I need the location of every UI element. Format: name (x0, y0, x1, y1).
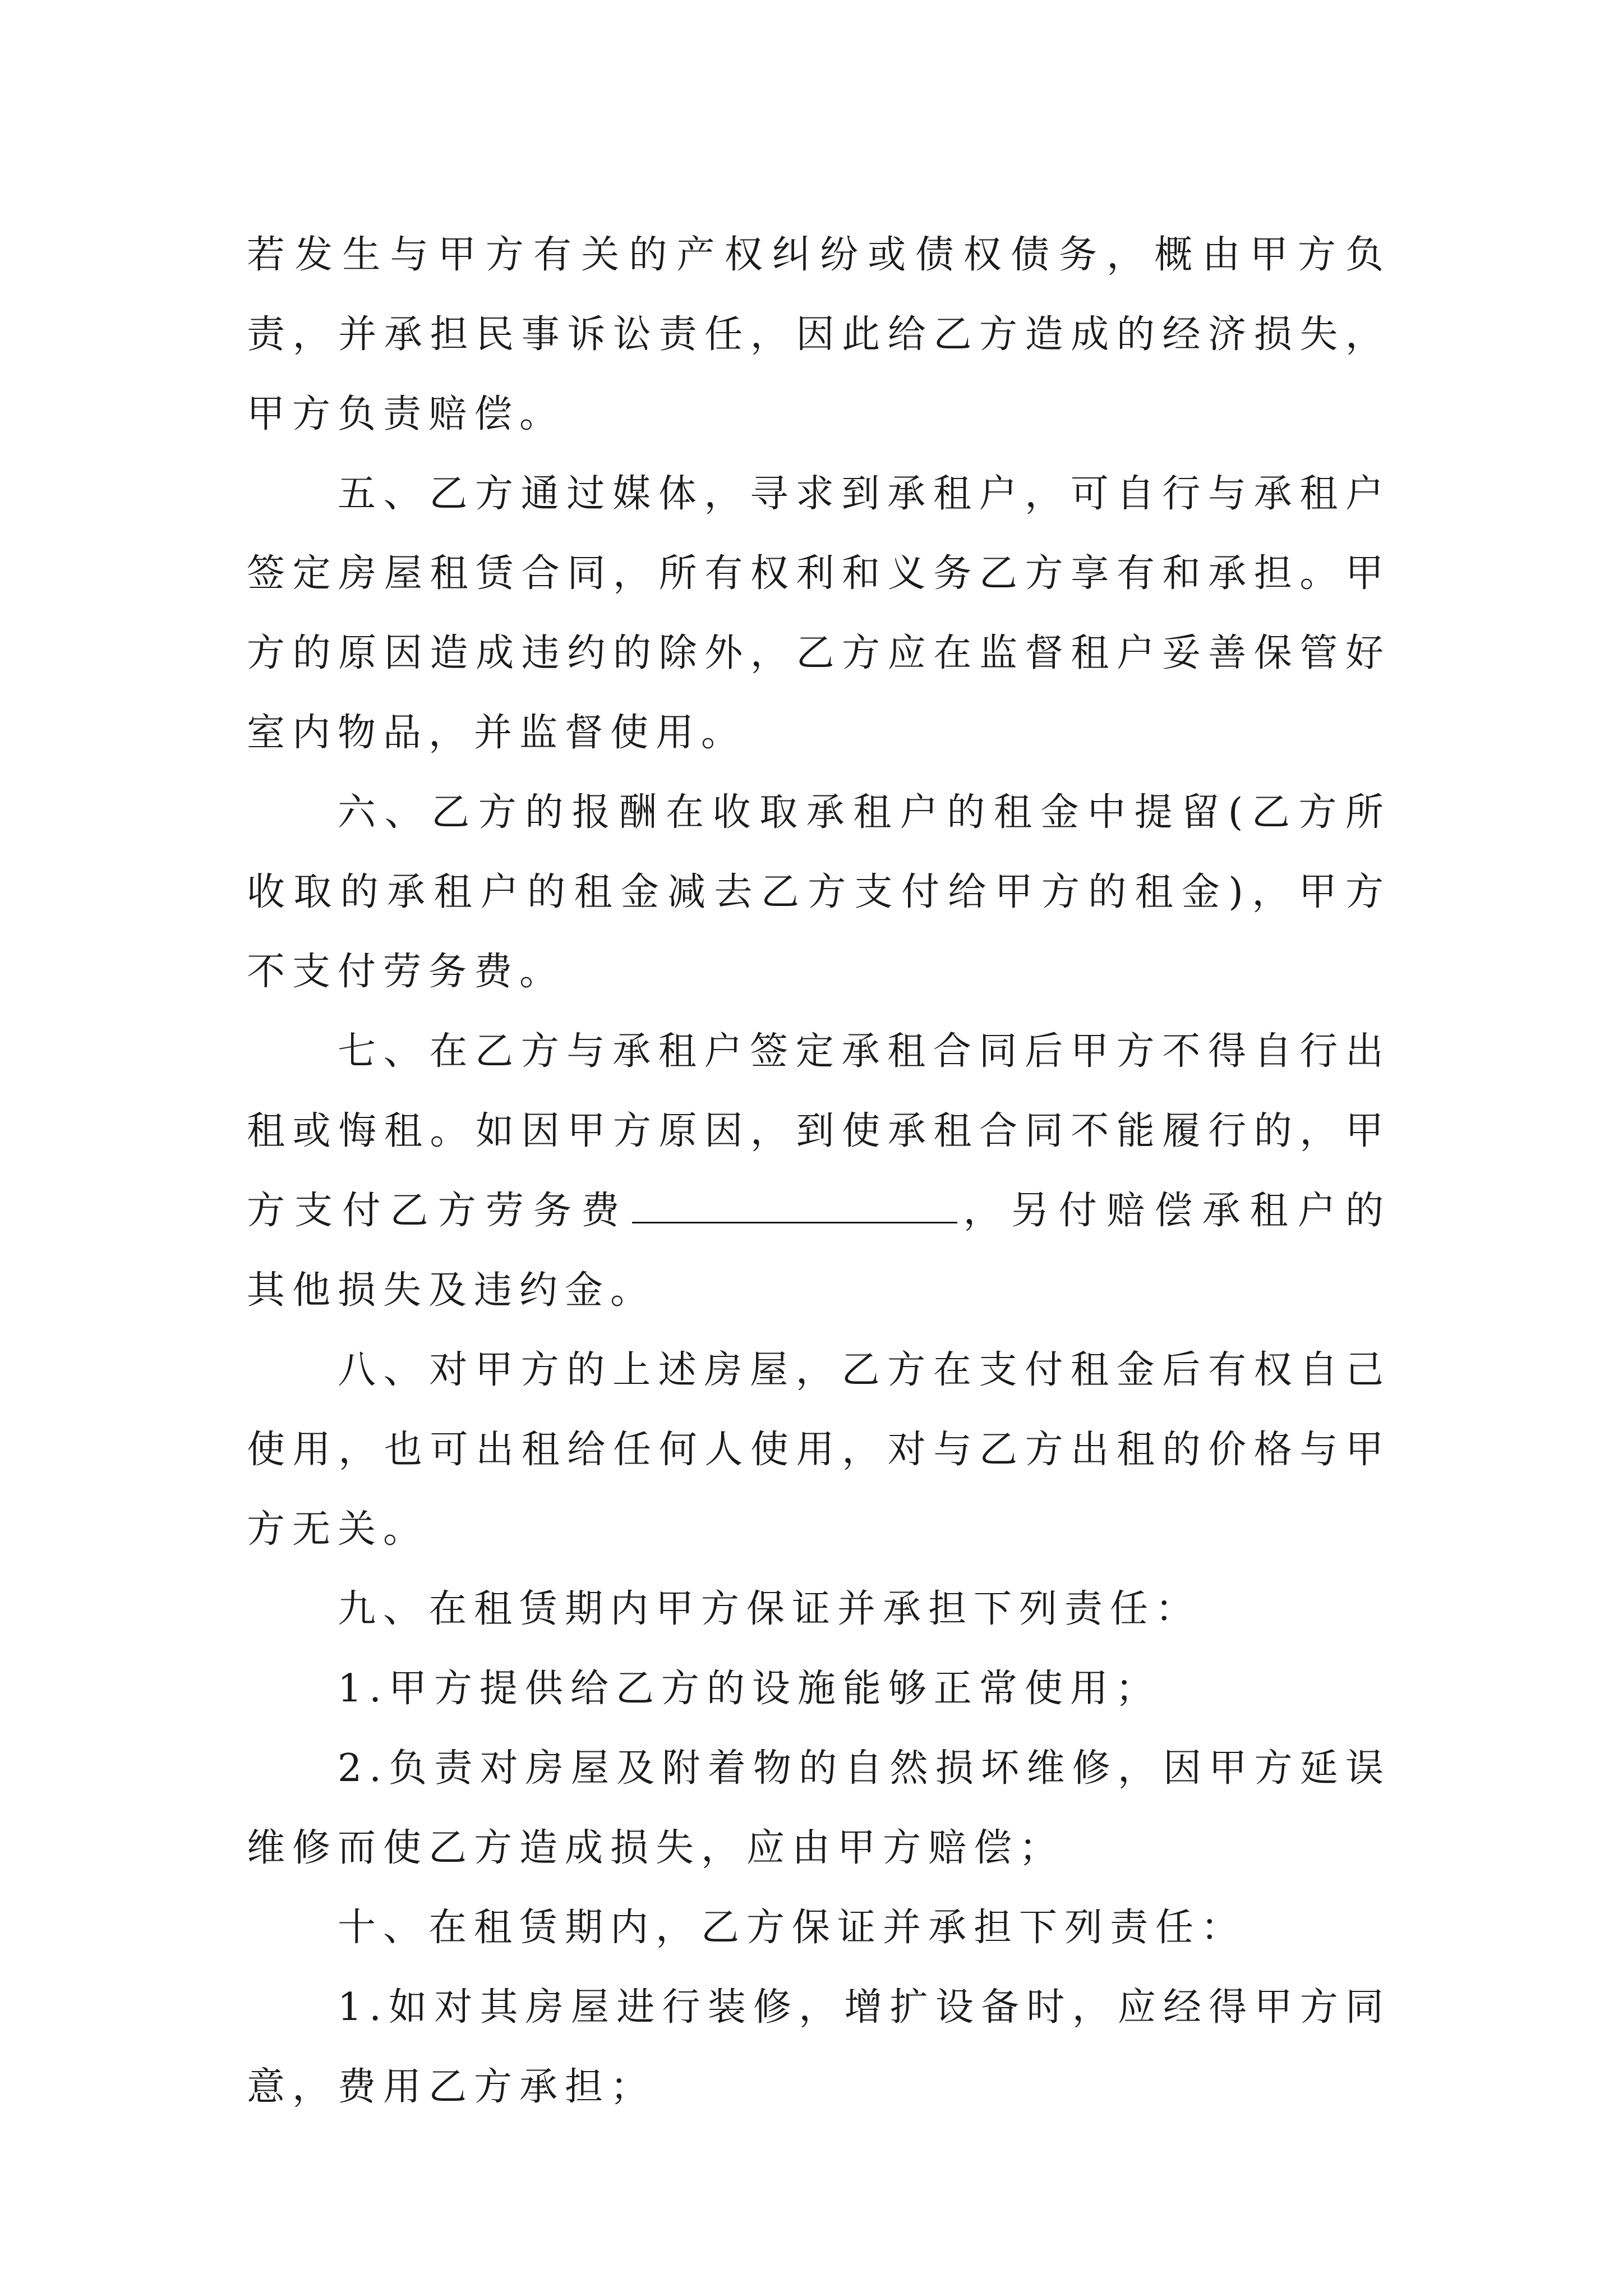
document-body (247, 215, 1391, 2127)
clause-10-item-1: 1.如对其房屋进行装修，增扩设备时，应经得甲方同意，费用乙方承担； (247, 1985, 1391, 2109)
clause-10: 十、在租赁期内，乙方保证并承担下列责任： (338, 1906, 1247, 1950)
clause-9-item-2: 2.负责对房屋及附着物的自然损坏维修，因甲方延误维修而使乙方造成损失，应由甲方赔偿； (247, 1746, 1391, 1870)
clause-7 (247, 1012, 1391, 1331)
clause-9-item-1: 1.甲方提供给乙方的设施能够正常使用； (338, 1667, 1161, 1711)
paragraph-continuation: 若发生与甲方有关的产权纠纷或债权债务，概由甲方负责，并承担民事诉讼责任，因此给乙方造成的经济损失，甲方负责赔偿。 (247, 233, 1391, 436)
clause-6: 六、乙方的报酬在收取承租户的租金中提留(乙方所收取的承租户的租金减去乙方支付给甲方的租金)，甲方不支付劳务费。 (247, 790, 1391, 994)
clause-5: 五、乙方通过媒体，寻求到承租户，可自行与承租户签定房屋租赁合同，所有权利和义务乙方享有和承担。甲方的原因造成违约的除外，乙方应在监督租户妥善保管好室内物品，并监督使用。 (247, 472, 1391, 755)
clause-9: 九、在租赁期内甲方保证并承担下列责任： (338, 1587, 1201, 1631)
fee-blank-line[interactable] (632, 1188, 957, 1223)
clause-7-text-after: ，另付赔偿承租户的其他损失及违约金。 (247, 1189, 1391, 1313)
clause-8: 八、对甲方的上述房屋，乙方在支付租金后有权自己使用，也可出租给任何人使用，对与乙方出租的价格与甲方无关。 (247, 1348, 1391, 1552)
clause-7-text-before: 七、在乙方与承租户签定承租合同后甲方不得自行出租或悔租。如因甲方原因，到使承租合同不能履行的，甲方支付乙方劳务费 (247, 1029, 1391, 1233)
